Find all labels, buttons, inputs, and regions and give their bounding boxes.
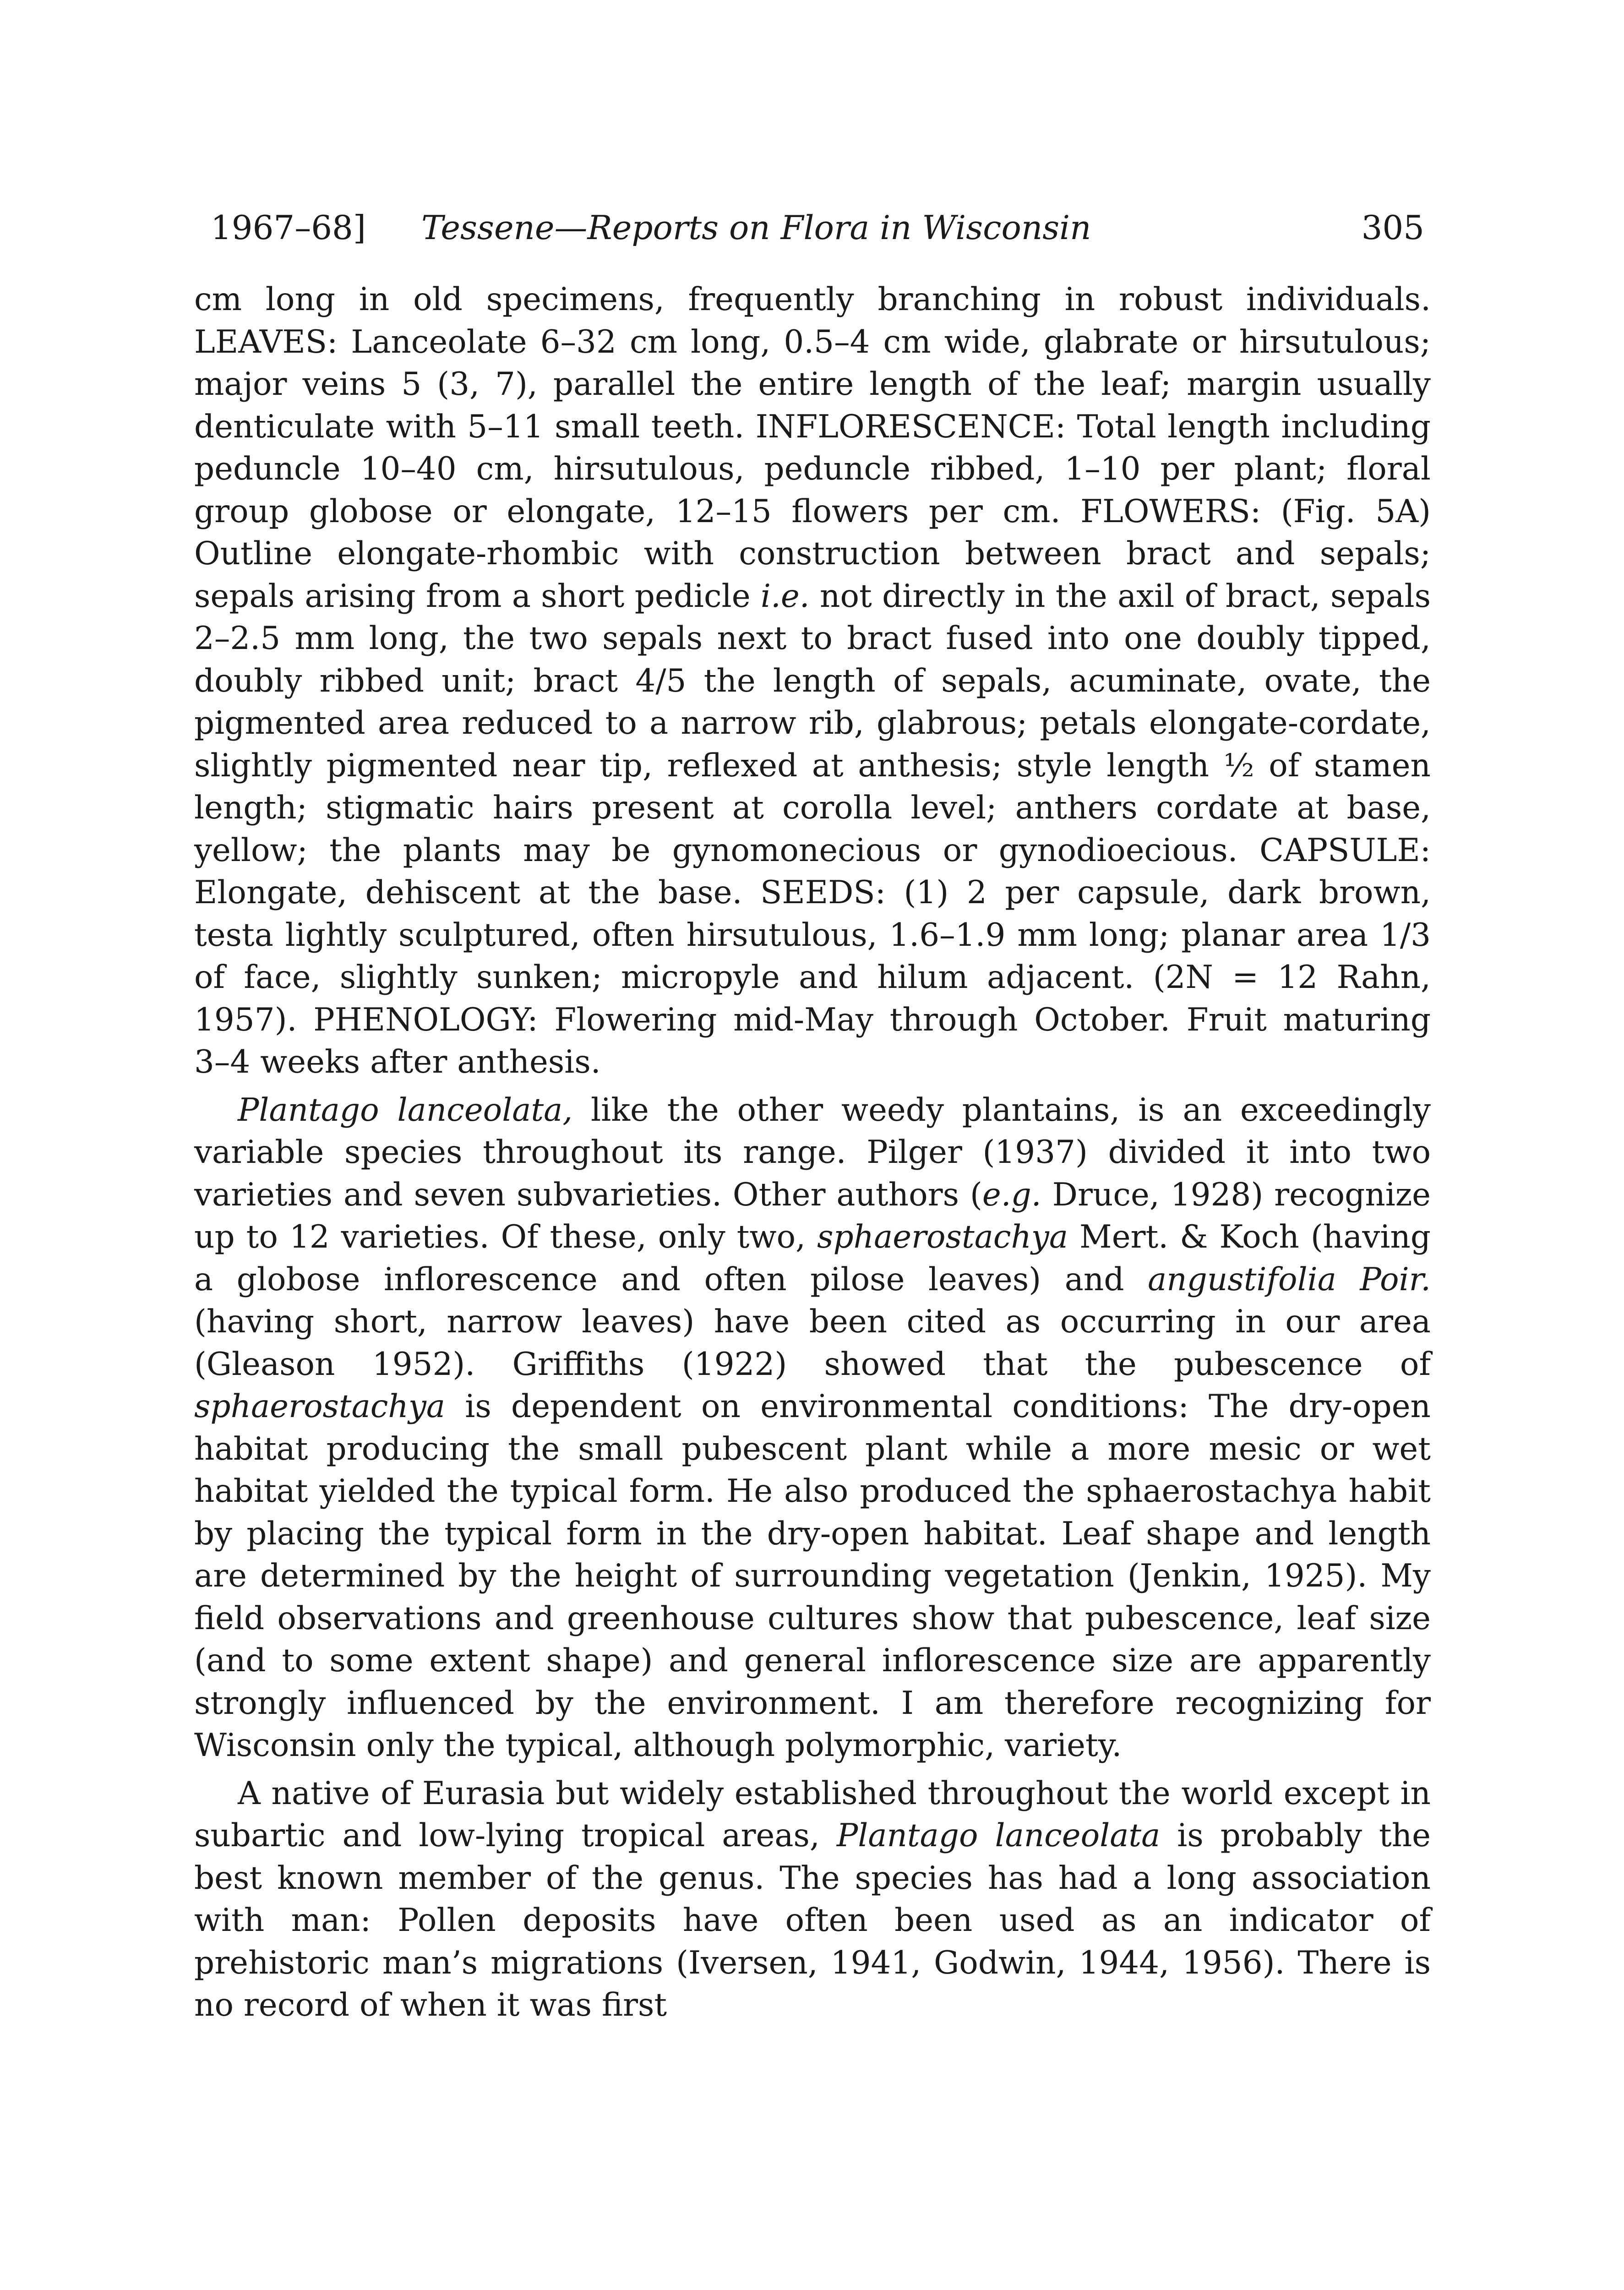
body-text bbox=[194, 278, 1431, 2027]
text-span: Druce, 1928) recognize up to 12 varieties. Of these, only two, bbox=[194, 1176, 1431, 1255]
text-span-italic: Plantago lanceolata, bbox=[238, 1091, 573, 1129]
running-header bbox=[211, 202, 1424, 253]
paragraph-taxonomy bbox=[194, 1089, 1431, 1767]
text-span: cm long in old specimens, frequently branching in robust individuals. LEAVES: Lanceolate 6–32 cm long, 0.5–4 cm wide, glabrate or hirsutulous; major veins 5 (3, 7), parallel the entire length of the leaf; margin usually denticulate with 5–11 small teeth. INFLORESCENCE: Total length including peduncle 10–40 cm, hirsutulous, peduncle ribbed, 1–10 per plant; floral group globose or elongate, 12–15 flowers per cm. FLOWERS: (Fig. 5A) Outline elongate-rhombic with construction between bract and sepals; sepals arising from a short pedicle bbox=[194, 281, 1431, 615]
volume-label: 1967–68] bbox=[211, 208, 366, 247]
text-span: not directly in the axil of bract, sepals 2–2.5 mm long, the two sepals next to bract fused into one doubly tipped, doubly ribbed unit; bract 4/5 the length of sepals, acuminate, ovate, the pigmented area reduced to a narrow rib, glabrous; petals elongate-cordate, slightly pigmented near tip, reflexed at anthesis; style length ½ of stamen length; stigmatic hairs present at corolla level; anthers cordate at base, yellow; the plants may be gynomonecious or gynodioecious. CAPSULE: Elongate, dehiscent at the base. SEEDS: (1) 2 per capsule, dark brown, testa lightly sculptured, often hirsutulous, 1.6–1.9 mm long; planar area 1/3 of face, slightly sunken; micropyle and hilum adjacent. (2N = 12 Rahn, 1957). PHENOLOGY: Flowering mid-May through October. Fruit maturing 3–4 weeks after anthesis. bbox=[194, 578, 1431, 1080]
text-span: like the other weedy plantains, is an exceedingly variable species throughout its range. Pilger (1937) divided it into two varieties and seven subvarieties. Other authors ( bbox=[194, 1091, 1431, 1213]
text-span: A native of Eurasia but widely established throughout the world except in subartic and low-lying tropical areas, bbox=[194, 1775, 1431, 1854]
text-span-italic: i.e. bbox=[760, 578, 810, 615]
paragraph-distribution bbox=[194, 1772, 1431, 2027]
text-span-italic: Plantago lanceolata bbox=[836, 1817, 1161, 1854]
text-span: (having short, narrow leaves) have been cited as occurring in our area (Gleason 1952). Griffiths (1922) showed that the pubescence of bbox=[194, 1303, 1431, 1383]
text-span-italic: sphaerostachya bbox=[194, 1388, 445, 1425]
text-span-italic: sphaerostachya bbox=[817, 1219, 1068, 1255]
text-span-italic: e.g. bbox=[982, 1176, 1041, 1213]
text-span-italic: angustifolia Poir. bbox=[1148, 1261, 1431, 1298]
running-title: Tessene—Reports on Flora in Wisconsin bbox=[421, 208, 1091, 247]
text-span: is probably the best known member of the genus. The species has had a long association with man: Pollen deposits have often been used as an indicator of prehistoric man’s migrations (Iversen, 1941, Godwin, 1944, 1956). There is no record of when it was first bbox=[194, 1817, 1431, 2023]
paragraph-description bbox=[194, 278, 1431, 1084]
text-span: Mert. & Koch (having a globose inflorescence and often pilose leaves) and bbox=[194, 1219, 1431, 1298]
text-span: is dependent on environmental conditions: The dry-open habitat producing the small pubescent plant while a more mesic or wet habitat yielded the typical form. He also produced the sphaerostachya habit by placing the typical form in the dry-open habitat. Leaf shape and length are determined by the height of surrounding vegetation (Jenkin, 1925). My field observations and greenhouse cultures show that pubescence, leaf size (and to some extent shape) and general inflorescence size are apparently strongly influenced by the environment. I am therefore recognizing for Wisconsin only the typical, although polymorphic, variety. bbox=[194, 1388, 1431, 1764]
page-number: 305 bbox=[1361, 208, 1424, 247]
